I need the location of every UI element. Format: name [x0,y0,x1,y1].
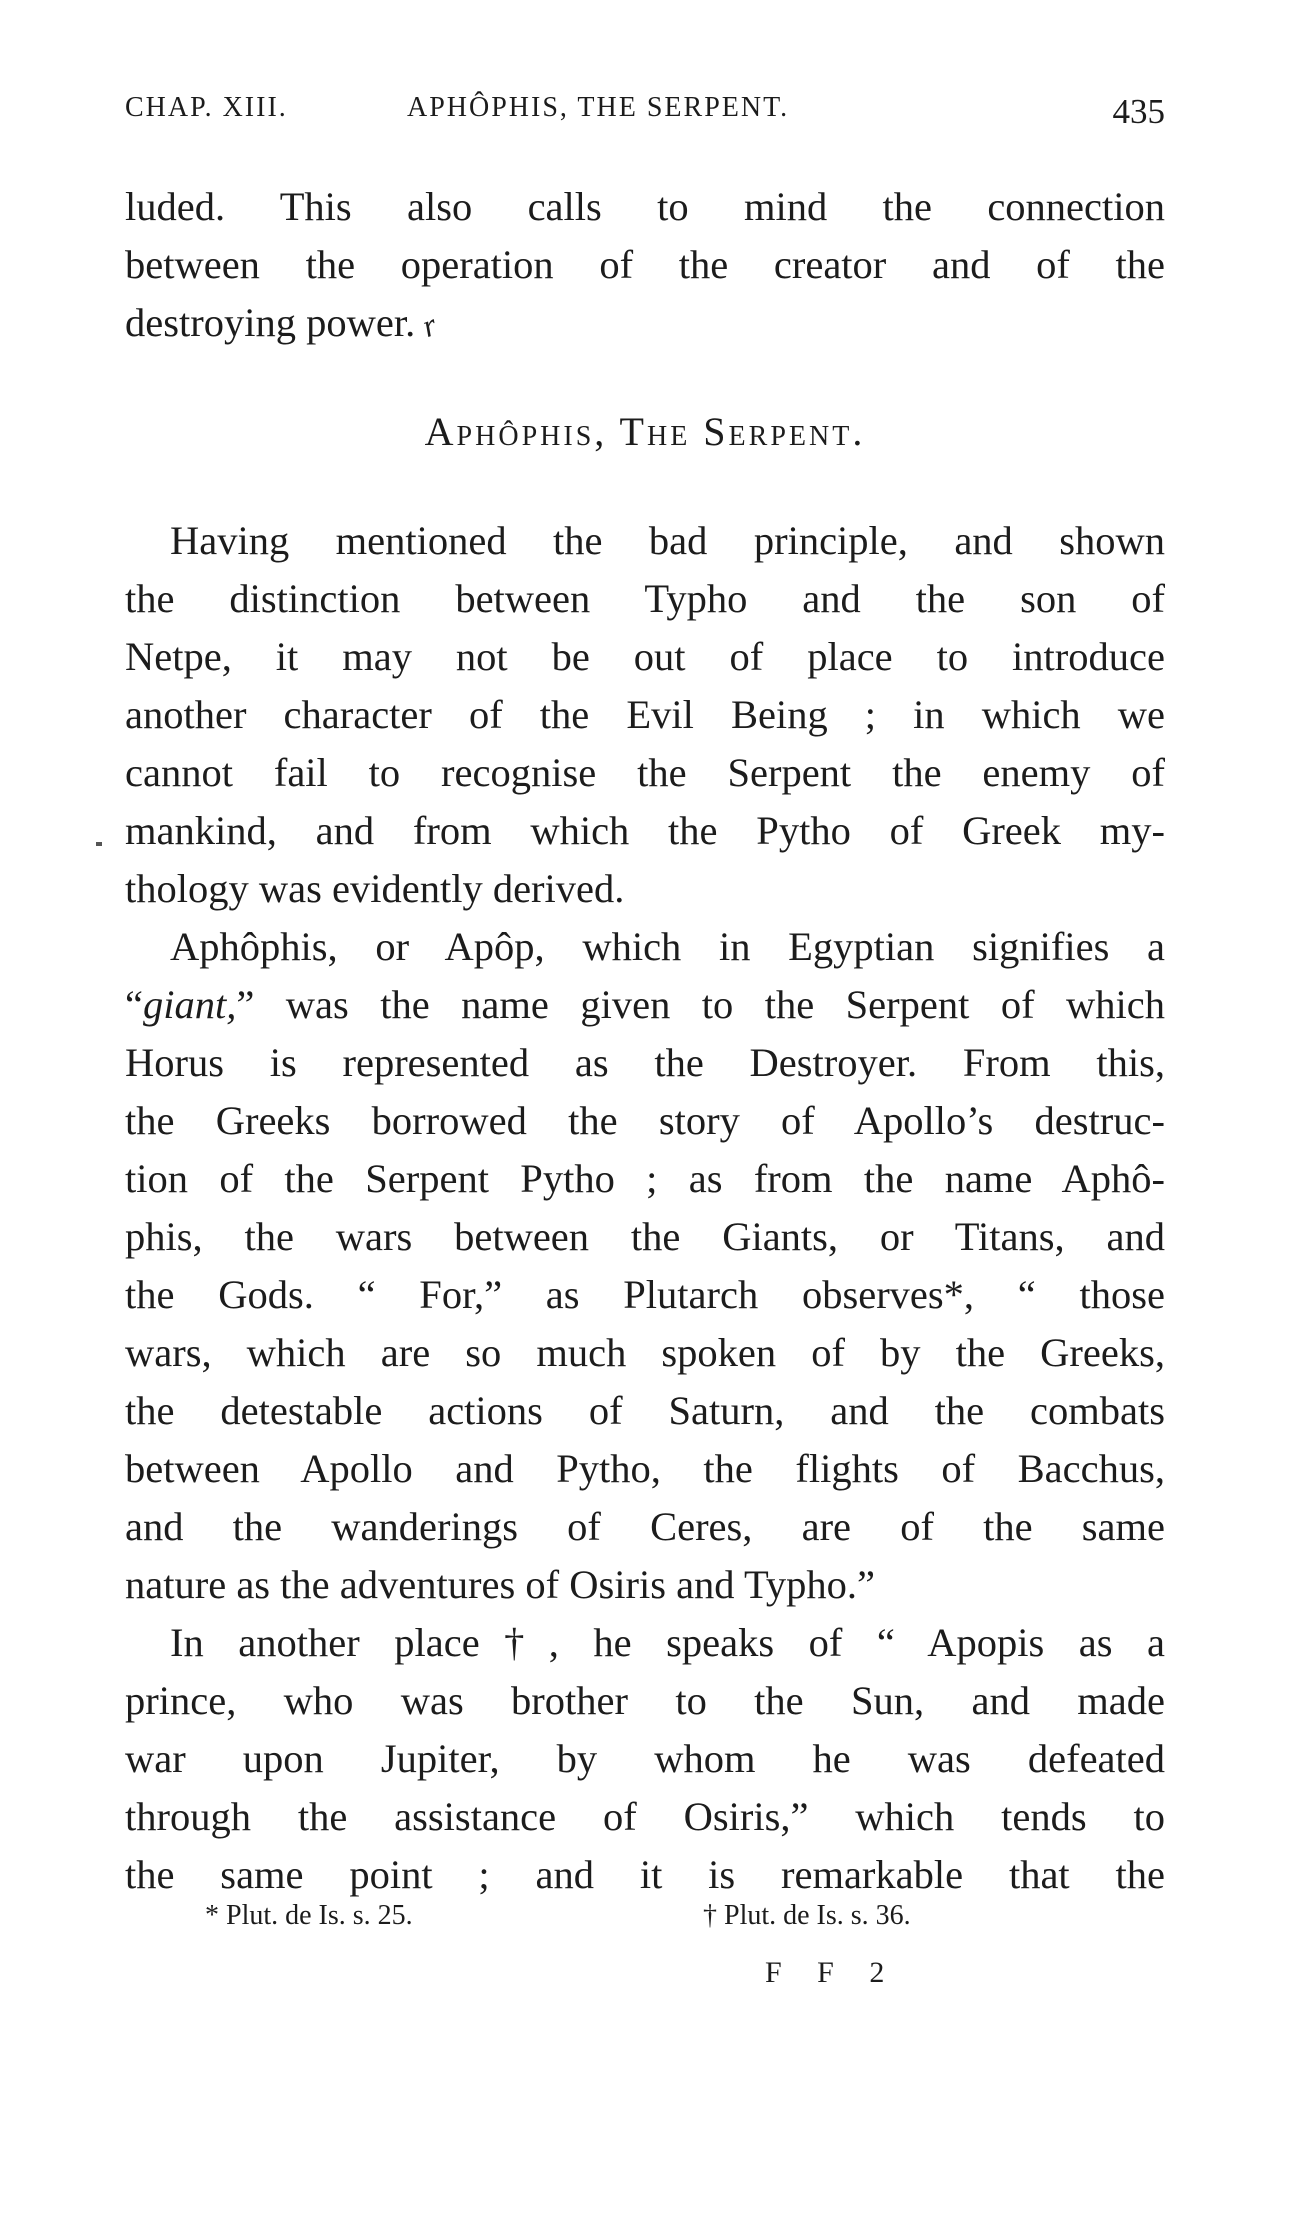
footnote: † Plut. de Is. s. 36. [703,1900,911,1931]
section-heading-text: Aphôphis, The Serpent. [424,409,866,454]
text-line: thology was evidently derived. [125,866,625,911]
text-line: mankind, and from which the Pytho of Greek my- [125,808,1165,853]
text-line [125,294,1165,352]
text-line: and the wanderings of Ceres, are of the same [125,1504,1165,1549]
text-line: the detestable actions of Saturn, and the combats [125,1388,1165,1433]
text-line: Horus is represented as the Destroyer. From this, [125,1040,1165,1085]
open-quote: “ [125,982,143,1027]
text-line: Having mentioned the bad principle, and shown [170,518,1165,563]
text-line: In another place†, he speaks of “ Apopis as a [170,1620,1165,1665]
chapter-label: CHAP. XIII. [125,92,288,123]
text-line: cannot fail to recognise the Serpent the enemy of [125,750,1165,795]
italic-word: giant, [142,982,237,1027]
text-line: the same point ; and it is remarkable that the [125,1852,1165,1897]
text-line: Aphôphis, or Apôp, which in Egyptian signifies a [170,924,1165,969]
text-line: between Apollo and Pytho, the flights of Bacchus, [125,1446,1165,1491]
footnote: * Plut. de Is. s. 25. [205,1900,413,1931]
text-line: prince, who was brother to the Sun, and made [125,1678,1165,1723]
signature-mark: F F 2 [765,1956,899,1989]
text-line: tion of the Serpent Pytho ; as from the name Aphô- [125,1156,1165,1201]
running-title: APHÔPHIS, THE SERPENT. [407,92,790,123]
page-number: 435 [1112,92,1165,131]
text-line: the distinction between Typho and the son of [125,576,1165,621]
paragraph-another-place [125,1614,1165,1904]
section-heading [125,352,1165,512]
text-line: another character of the Evil Being ; in which we [125,692,1165,737]
text-line-content: destroying power. [125,300,416,345]
margin-mark [96,842,102,846]
text-line: wars, which are so much spoken of by the Greeks, [125,1330,1165,1375]
text-line: the Gods. “ For,” as Plutarch observes*, “ those [125,1272,1165,1317]
text-line: nature as the adventures of Osiris and Typho.” [125,1562,875,1607]
text-line: Netpe, it may not be out of place to introduce [125,634,1165,679]
footnotes [205,1900,1085,1944]
running-header [125,92,1165,136]
text-line: war upon Jupiter, by whom he was defeated [125,1736,1165,1781]
text-line: phis, the wars between the Giants, or Titans, and [125,1214,1165,1259]
text-line: luded. This also calls to mind the connection [125,184,1165,229]
paragraph-continuation [125,178,1165,352]
paragraph-aphophis [125,918,1165,1614]
text-line: the Greeks borrowed the story of Apollo’s destruc- [125,1098,1165,1143]
text-line: between the operation of the creator and of the [125,242,1165,287]
text-line-content: ” was the name given to the Serpent of which [236,982,1165,1027]
pencil-mark: r [417,305,442,345]
text-line: through the assistance of Osiris,” which tends to [125,1794,1165,1839]
paragraph-having-mentioned [125,512,1165,918]
body-text [125,178,1165,1904]
text-line [125,976,1165,1034]
